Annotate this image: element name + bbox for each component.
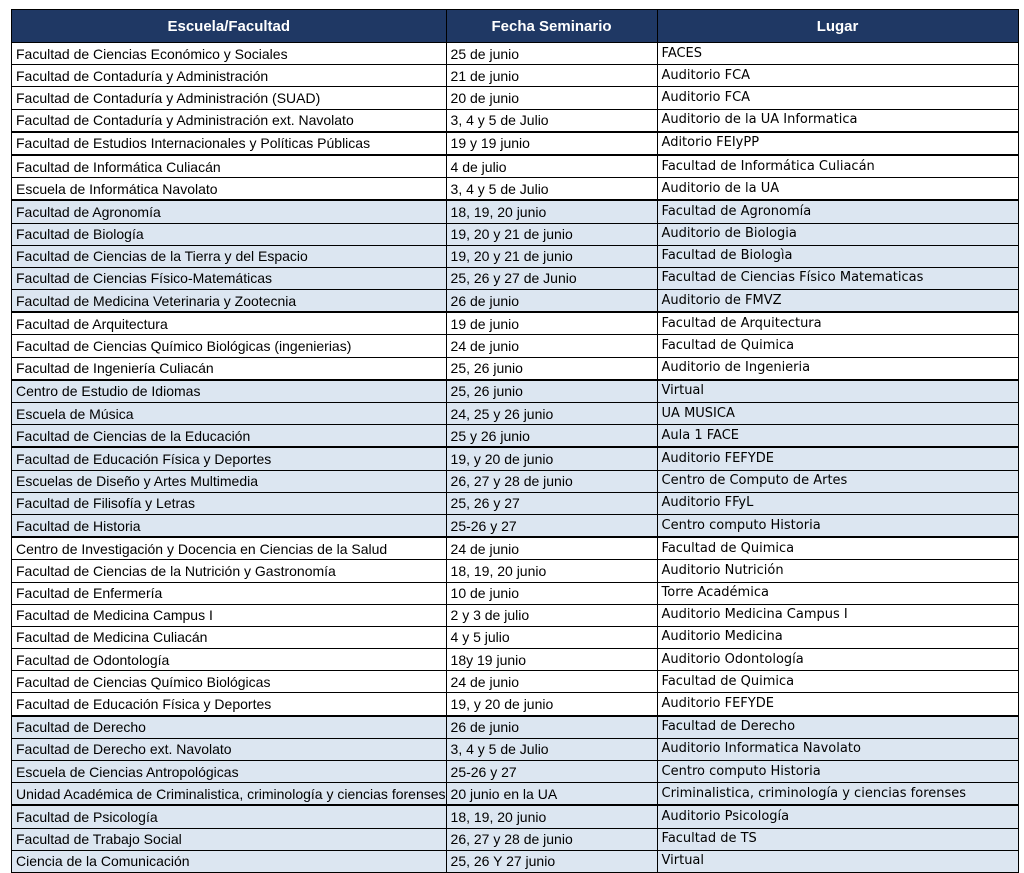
cell-lugar: Auditorio FCA	[657, 65, 1018, 87]
table-row	[12, 335, 1019, 357]
cell-escuela: Facultad de Historia	[12, 514, 447, 537]
cell-escuela: Facultad de Ingeniería Culiacán	[12, 357, 447, 380]
table-row	[12, 738, 1019, 760]
cell-fecha: 2 y 3 de julio	[446, 604, 657, 626]
cell-fecha: 26 de junio	[446, 716, 657, 739]
cell-fecha: 25, 26 Y 27 junio	[446, 850, 657, 872]
cell-lugar: Auditorio FEFYDE	[657, 447, 1018, 470]
cell-fecha: 19, y 20 de junio	[446, 447, 657, 470]
cell-escuela: Facultad de Informática Culiacán	[12, 155, 447, 178]
cell-fecha: 24 de junio	[446, 335, 657, 357]
table-row	[12, 537, 1019, 560]
cell-fecha: 19 y 19 junio	[446, 132, 657, 155]
cell-lugar: Auditorio de Biologia	[657, 223, 1018, 245]
cell-escuela: Facultad de Biología	[12, 223, 447, 245]
cell-lugar: Centro computo Historia	[657, 514, 1018, 537]
cell-fecha: 24 de junio	[446, 671, 657, 693]
cell-escuela: Facultad de Medicina Culiacán	[12, 626, 447, 648]
cell-fecha: 21 de junio	[446, 65, 657, 87]
cell-fecha: 10 de junio	[446, 582, 657, 604]
cell-lugar: Virtual	[657, 850, 1018, 872]
table-row	[12, 87, 1019, 109]
table-row	[12, 43, 1019, 65]
table-row	[12, 155, 1019, 178]
cell-lugar: Facultad de Arquitectura	[657, 312, 1018, 335]
cell-fecha: 26 de junio	[446, 290, 657, 313]
cell-lugar: Facultad de Derecho	[657, 716, 1018, 739]
cell-fecha: 3, 4 y 5 de Julio	[446, 109, 657, 132]
cell-escuela: Facultad de Enfermería	[12, 582, 447, 604]
cell-fecha: 25 y 26 junio	[446, 425, 657, 448]
cell-escuela: Facultad de Arquitectura	[12, 312, 447, 335]
cell-escuela: Facultad de Ciencias Físico-Matemáticas	[12, 267, 447, 289]
cell-lugar: Auditorio Odontología	[657, 649, 1018, 671]
cell-fecha: 3, 4 y 5 de Julio	[446, 738, 657, 760]
cell-fecha: 4 de julio	[446, 155, 657, 178]
cell-escuela: Centro de Investigación y Docencia en Ciencias de la Salud	[12, 537, 447, 560]
cell-lugar: Auditorio Medicina Campus I	[657, 604, 1018, 626]
cell-fecha: 24 de junio	[446, 537, 657, 560]
table-row	[12, 693, 1019, 716]
cell-escuela: Facultad de Filisofía y Letras	[12, 492, 447, 514]
column-header-fecha: Fecha Seminario	[446, 10, 657, 43]
cell-lugar: Aditorio FEIyPP	[657, 132, 1018, 155]
cell-lugar: Facultad de Agronomía	[657, 200, 1018, 223]
cell-lugar: Auditorio de la UA	[657, 178, 1018, 201]
table-row	[12, 132, 1019, 155]
table-row	[12, 245, 1019, 267]
cell-escuela: Facultad de Ciencias de la Nutrición y Gastronomía	[12, 560, 447, 582]
cell-fecha: 3, 4 y 5 de Julio	[446, 178, 657, 201]
cell-lugar: Facultad de TS	[657, 828, 1018, 850]
cell-escuela: Facultad de Contaduría y Administración	[12, 65, 447, 87]
table-row	[12, 380, 1019, 403]
table-row	[12, 223, 1019, 245]
table-row	[12, 65, 1019, 87]
cell-fecha: 18, 19, 20 junio	[446, 200, 657, 223]
cell-escuela: Facultad de Medicina Campus I	[12, 604, 447, 626]
table-row	[12, 783, 1019, 806]
table-row	[12, 828, 1019, 850]
cell-lugar: Centro computo Historia	[657, 761, 1018, 783]
cell-lugar: Facultad de Informática Culiacán	[657, 155, 1018, 178]
cell-fecha: 19 de junio	[446, 312, 657, 335]
cell-escuela: Facultad de Ciencias de la Educación	[12, 425, 447, 448]
cell-escuela: Escuela de Música	[12, 403, 447, 425]
cell-lugar: Torre Académica	[657, 582, 1018, 604]
cell-lugar: Facultad de Biologìa	[657, 245, 1018, 267]
table-row	[12, 604, 1019, 626]
cell-fecha: 25, 26 y 27 de Junio	[446, 267, 657, 289]
cell-fecha: 24, 25 y 26 junio	[446, 403, 657, 425]
table-row	[12, 200, 1019, 223]
table-row	[12, 805, 1019, 828]
cell-lugar: Aula 1 FACE	[657, 425, 1018, 448]
cell-fecha: 19, 20 y 21 de junio	[446, 245, 657, 267]
cell-escuela: Facultad de Educación Física y Deportes	[12, 693, 447, 716]
cell-lugar: Auditorio Nutrición	[657, 560, 1018, 582]
table-row	[12, 312, 1019, 335]
cell-lugar: Auditorio de la UA Informatica	[657, 109, 1018, 132]
table-row	[12, 492, 1019, 514]
cell-lugar: Facultad de Quimica	[657, 537, 1018, 560]
cell-lugar: Centro de Computo de Artes	[657, 470, 1018, 492]
cell-escuela: Escuela de Ciencias Antropológicas	[12, 761, 447, 783]
table-row	[12, 178, 1019, 201]
cell-escuela: Facultad de Odontología	[12, 649, 447, 671]
cell-escuela: Facultad de Educación Física y Deportes	[12, 447, 447, 470]
cell-lugar: FACES	[657, 43, 1018, 65]
cell-fecha: 25, 26 junio	[446, 357, 657, 380]
table-row	[12, 357, 1019, 380]
cell-escuela: Unidad Académica de Criminalistica, criminología y ciencias forenses	[12, 783, 447, 806]
table-row	[12, 850, 1019, 872]
cell-escuela: Facultad de Contaduría y Administración (SUAD)	[12, 87, 447, 109]
cell-escuela: Facultad de Ciencias de la Tierra y del Espacio	[12, 245, 447, 267]
cell-fecha: 25-26 y 27	[446, 761, 657, 783]
cell-escuela: Ciencia de la Comunicación	[12, 850, 447, 872]
header-row	[12, 10, 1019, 43]
cell-escuela: Facultad de Ciencias Económico y Sociales	[12, 43, 447, 65]
cell-escuela: Facultad de Psicología	[12, 805, 447, 828]
cell-fecha: 25, 26 y 27	[446, 492, 657, 514]
cell-lugar: Facultad de Quimica	[657, 335, 1018, 357]
cell-escuela: Facultad de Trabajo Social	[12, 828, 447, 850]
table-row	[12, 403, 1019, 425]
table-row	[12, 470, 1019, 492]
cell-lugar: Auditorio Psicología	[657, 805, 1018, 828]
cell-lugar: Facultad de Ciencias Físico Matematicas	[657, 267, 1018, 289]
table-row	[12, 649, 1019, 671]
cell-lugar: Virtual	[657, 380, 1018, 403]
cell-lugar: UA MUSICA	[657, 403, 1018, 425]
cell-escuela: Facultad de Derecho	[12, 716, 447, 739]
cell-lugar: Auditorio FEFYDE	[657, 693, 1018, 716]
cell-fecha: 19, 20 y 21 de junio	[446, 223, 657, 245]
cell-fecha: 4 y 5 julio	[446, 626, 657, 648]
cell-lugar: Criminalistica, criminología y ciencias forenses	[657, 783, 1018, 806]
cell-lugar: Auditorio FCA	[657, 87, 1018, 109]
table-row	[12, 267, 1019, 289]
table-row	[12, 671, 1019, 693]
cell-lugar: Auditorio FFyL	[657, 492, 1018, 514]
cell-fecha: 25, 26 junio	[446, 380, 657, 403]
cell-escuela: Facultad de Derecho ext. Navolato	[12, 738, 447, 760]
cell-escuela: Escuela de Informática Navolato	[12, 178, 447, 201]
table-row	[12, 716, 1019, 739]
column-header-escuela: Escuela/Facultad	[12, 10, 447, 43]
table-body	[12, 43, 1019, 873]
cell-fecha: 26, 27 y 28 de junio	[446, 470, 657, 492]
table-row	[12, 425, 1019, 448]
cell-fecha: 20 de junio	[446, 87, 657, 109]
table-row	[12, 109, 1019, 132]
seminar-schedule-table	[11, 9, 1019, 873]
cell-fecha: 25 de junio	[446, 43, 657, 65]
table-row	[12, 447, 1019, 470]
cell-escuela: Escuelas de Diseño y Artes Multimedia	[12, 470, 447, 492]
table-row	[12, 514, 1019, 537]
cell-fecha: 20 junio en la UA	[446, 783, 657, 806]
cell-fecha: 19, y 20 de junio	[446, 693, 657, 716]
cell-escuela: Facultad de Agronomía	[12, 200, 447, 223]
table-row	[12, 560, 1019, 582]
column-header-lugar: Lugar	[657, 10, 1018, 43]
cell-fecha: 18, 19, 20 junio	[446, 805, 657, 828]
cell-fecha: 18, 19, 20 junio	[446, 560, 657, 582]
cell-fecha: 18y 19 junio	[446, 649, 657, 671]
cell-fecha: 25-26 y 27	[446, 514, 657, 537]
table-row	[12, 582, 1019, 604]
table-row	[12, 761, 1019, 783]
cell-lugar: Auditorio Medicina	[657, 626, 1018, 648]
cell-fecha: 26, 27 y 28 de junio	[446, 828, 657, 850]
cell-lugar: Facultad de Quimica	[657, 671, 1018, 693]
cell-lugar: Auditorio de Ingenieria	[657, 357, 1018, 380]
cell-escuela: Facultad de Medicina Veterinaria y Zootecnia	[12, 290, 447, 313]
cell-lugar: Auditorio Informatica Navolato	[657, 738, 1018, 760]
table-row	[12, 290, 1019, 313]
cell-escuela: Facultad de Ciencias Químico Biológicas (ingenierias)	[12, 335, 447, 357]
cell-escuela: Facultad de Contaduría y Administración ext. Navolato	[12, 109, 447, 132]
cell-escuela: Facultad de Estudios Internacionales y Políticas Públicas	[12, 132, 447, 155]
cell-escuela: Facultad de Ciencias Químico Biológicas	[12, 671, 447, 693]
cell-lugar: Auditorio de FMVZ	[657, 290, 1018, 313]
cell-escuela: Centro de Estudio de Idiomas	[12, 380, 447, 403]
table-row	[12, 626, 1019, 648]
